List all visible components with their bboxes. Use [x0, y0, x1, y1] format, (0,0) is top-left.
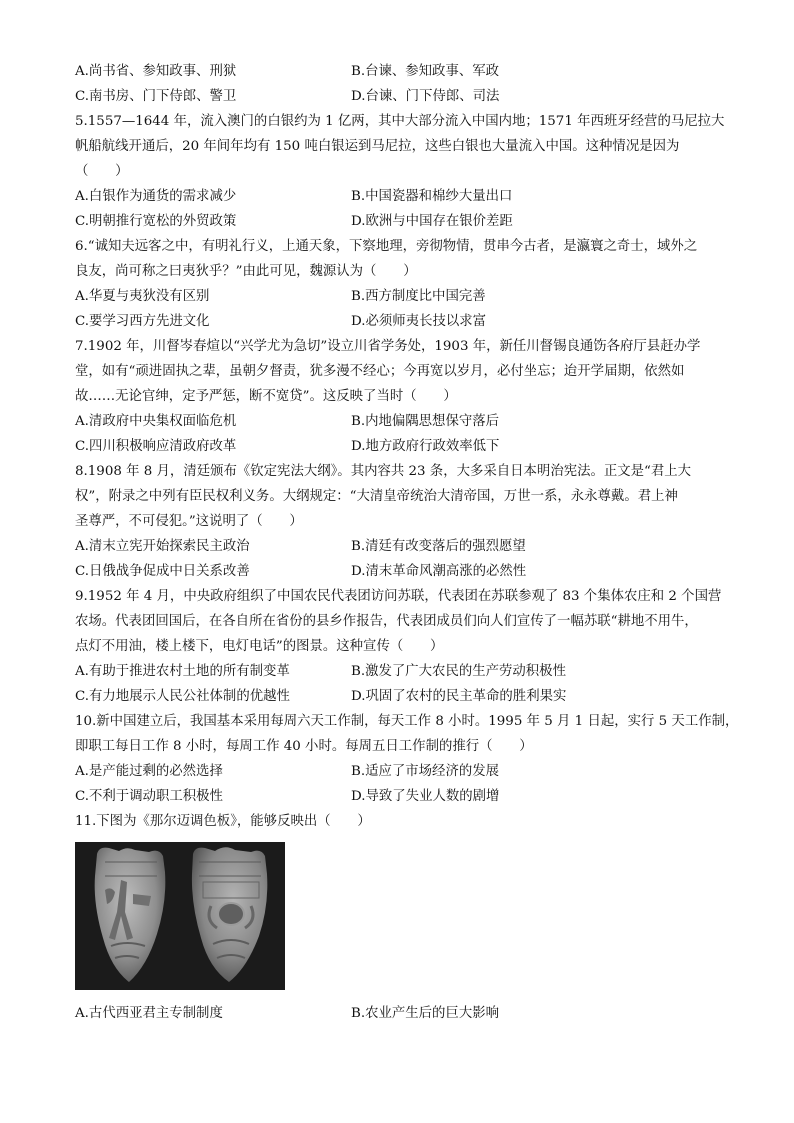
- q8-stem-line: 8.1908 年 8 月，清廷颁布《钦定宪法大纲》。其内容共 23 条，大多采自日本明治宪法。正文是“君上大: [75, 464, 692, 479]
- q8-stem-line: 圣尊严，不可侵犯。”这说明了（ ）: [75, 514, 303, 529]
- q10-stem-line: 10.新中国建立后，我国基本采用每周六天工作制，每天工作 8 小时。1995 年 5 月 1 日起，实行 5 天工作制，: [75, 714, 739, 729]
- narmer-palette-illustration: [75, 842, 285, 990]
- q6-option-b: B.西方制度比中国完善: [351, 289, 486, 304]
- q4-option-c: C.南书房、门下侍郎、警卫: [75, 89, 237, 104]
- q9-option-b: B.激发了广大农民的生产劳动积极性: [351, 664, 566, 679]
- q5-option-a: A.白银作为通货的需求减少: [75, 189, 237, 204]
- q10-option-c: C.不利于调动职工积极性: [75, 789, 223, 804]
- q6-stem-line: 良友，尚可称之曰夷狄乎？”由此可见，魏源认为（ ）: [75, 264, 417, 279]
- q5-option-c: C.明朝推行宽松的外贸政策: [75, 214, 237, 229]
- q9-stem-line: 点灯不用油，楼上楼下，电灯电话”的图景。这种宣传（ ）: [75, 639, 444, 654]
- q8-stem-line: 权”，附录之中列有臣民权利义务。大纲规定：“大清皇帝统治大清帝国，万世一系，永永尊戴。君上神: [75, 489, 678, 504]
- q4-option-b: B.台谏、参知政事、军政: [351, 64, 500, 79]
- narmer-palette-photo: [75, 842, 285, 990]
- q6-stem-line: 6.“诚知夫远客之中，有明礼行义，上通天象，下察地理，旁彻物情，贯串今古者，是瀛寰之奇士，域外之: [75, 239, 698, 254]
- q7-option-a: A.清政府中央集权面临危机: [75, 414, 237, 429]
- q10-option-a: A.是产能过剩的必然选择: [75, 764, 223, 779]
- q5-option-b: B.中国瓷器和棉纱大量出口: [351, 189, 513, 204]
- q7-stem-line: 堂，如有“顽进固执之辈，虽朝夕督责，犹多漫不经心；今再宽以岁月，必付坐忘；迨开学届期，依然如: [75, 364, 685, 379]
- q8-option-b: B.清廷有改变落后的强烈愿望: [351, 539, 526, 554]
- q10-option-d: D.导致了失业人数的剧增: [351, 789, 500, 804]
- q9-option-c: C.有力地展示人民公社体制的优越性: [75, 689, 290, 704]
- q9-option-a: A.有助于推进农村土地的所有制变革: [75, 664, 290, 679]
- q8-option-c: C.日俄战争促成中日关系改善: [75, 564, 250, 579]
- q8-option-a: A.清末立宪开始探索民主政治: [75, 539, 250, 554]
- q7-stem-line: 故……无论官绅，定予严惩，断不宽贷”。这反映了当时（ ）: [75, 389, 457, 404]
- q5-stem-line: 5.1557—1644 年，流入澳门的白银约为 1 亿两，其中大部分流入中国内地；1571 年西班牙经营的马尼拉大: [75, 114, 725, 129]
- q11-option-b: B.农业产生后的巨大影响: [351, 1006, 500, 1021]
- q5-option-d: D.欧洲与中国存在银价差距: [351, 214, 513, 229]
- q6-option-a: A.华夏与夷狄没有区别: [75, 289, 210, 304]
- q6-option-d: D.必须师夷长技以求富: [351, 314, 487, 329]
- q11-option-a: A.古代西亚君主专制制度: [75, 1006, 223, 1021]
- q8-option-d: D.清末革命风潮高涨的必然性: [351, 564, 527, 579]
- q6-option-c: C.要学习西方先进文化: [75, 314, 210, 329]
- q9-stem-line: 9.1952 年 4 月，中央政府组织了中国农民代表团访问苏联，代表团在苏联参观了 83 个集体农庄和 2 个国营: [75, 589, 722, 604]
- q7-option-c: C.四川积极响应清政府改革: [75, 439, 237, 454]
- q5-stem-line: （ ）: [75, 164, 129, 179]
- q7-stem-line: 7.1902 年，川督岑春煊以“兴学尤为急切”设立川省学务处，1903 年，新任川督锡良通饬各府厅县赶办学: [75, 339, 701, 354]
- q11-stem-line: 11.下图为《那尔迈调色板》，能够反映出（ ）: [75, 814, 371, 829]
- q10-stem-line: 即职工每日工作 8 小时，每周工作 40 小时。每周五日工作制的推行（ ）: [75, 739, 533, 754]
- q9-option-d: D.巩固了农村的民主革命的胜利果实: [351, 689, 567, 704]
- q4-option-a: A.尚书省、参知政事、刑狱: [75, 64, 237, 79]
- q9-stem-line: 农场。代表团回国后，在各自所在省份的县乡作报告，代表团成员们向人们宣传了一幅苏联“耕地不用牛，: [75, 614, 698, 629]
- q7-option-d: D.地方政府行政效率低下: [351, 439, 500, 454]
- q4-option-d: D.台谏、门下侍郎、司法: [351, 89, 500, 104]
- q7-option-b: B.内地偏隅思想保守落后: [351, 414, 500, 429]
- q5-stem-line: 帆船航线开通后，20 年间年均有 150 吨白银运到马尼拉，这些白银也大量流入中国。这种情况是因为: [75, 139, 680, 154]
- q10-option-b: B.适应了市场经济的发展: [351, 764, 500, 779]
